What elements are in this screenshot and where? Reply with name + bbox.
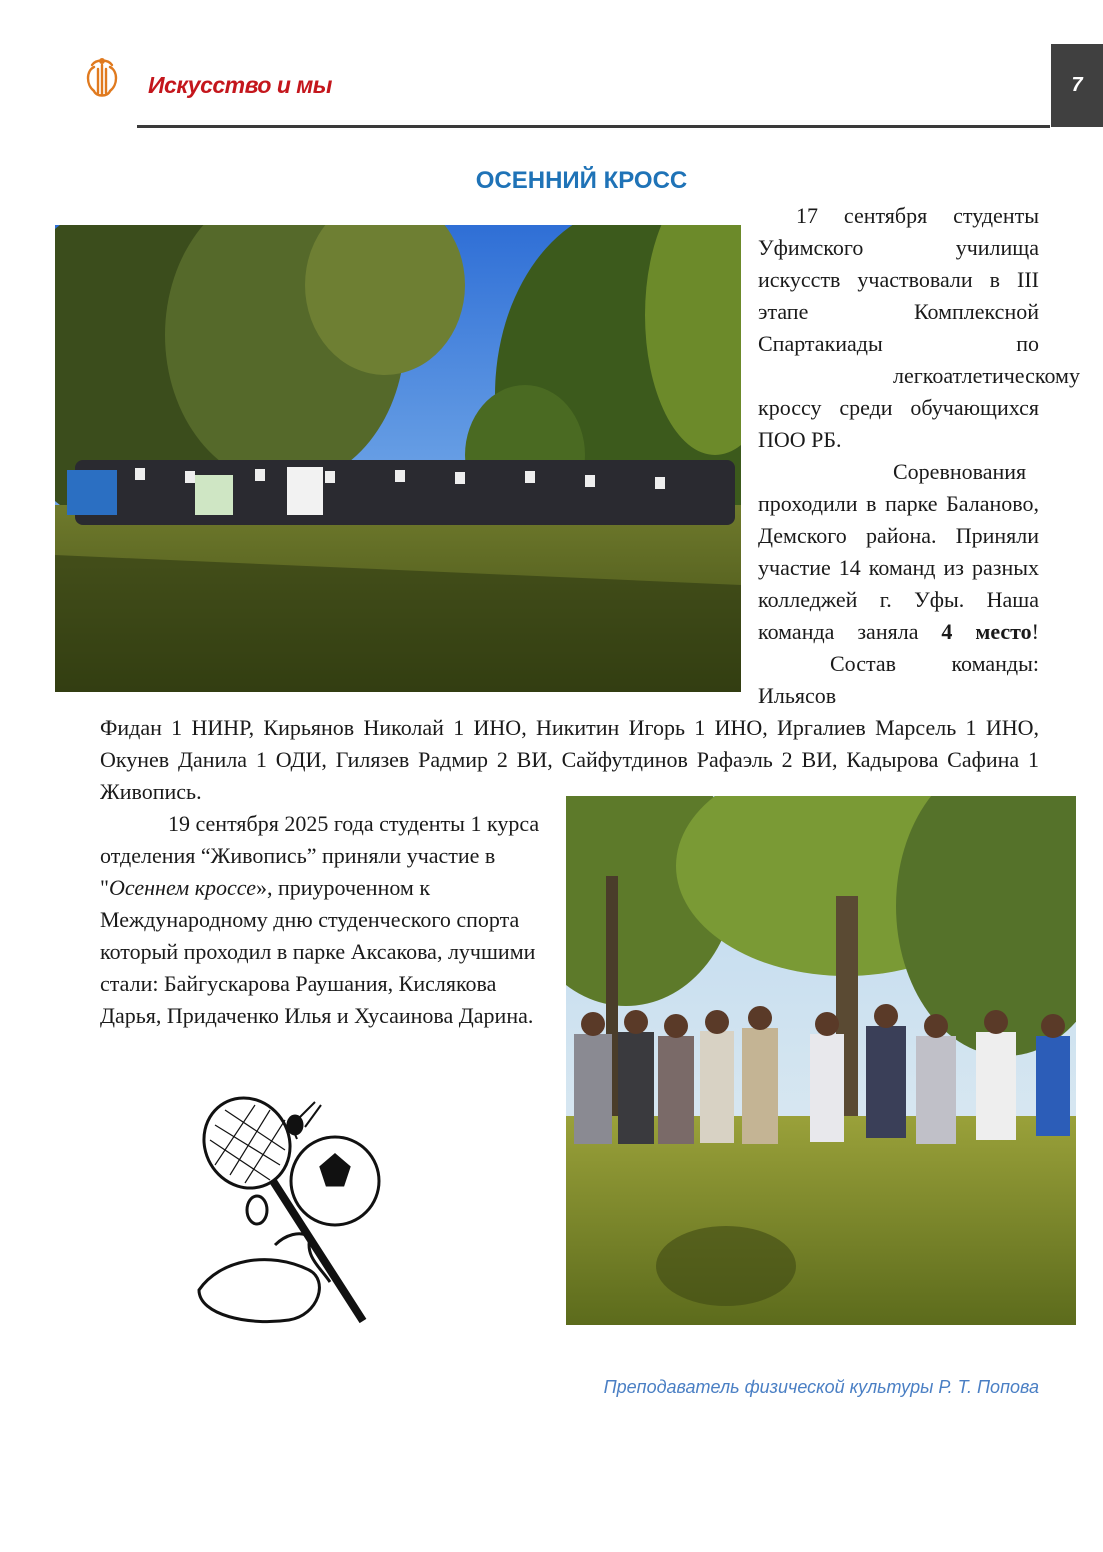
author-signature: Преподаватель физической культуры Р. Т. Попова xyxy=(603,1377,1039,1397)
article-title: ОСЕННИЙ КРОСС xyxy=(475,167,688,194)
paragraph-4 xyxy=(100,808,548,1032)
magazine-title: Искусство и мы xyxy=(148,72,332,98)
lyre-logo-icon xyxy=(82,55,122,101)
paragraph-2-text: Соревнования проходили в парке Баланово, Демского района. Приняли участие 14 команд из разных колледжей г. Уфы. Наша команда заняла xyxy=(758,459,1039,644)
paragraph-2-end: ! xyxy=(1031,619,1039,644)
team-heading: Состав команды: Ильясов xyxy=(758,651,1039,708)
place-result: 4 место xyxy=(941,619,1032,644)
paragraph-2 xyxy=(758,456,1039,648)
team-list: Фидан 1 НИНР, Кирьянов Николай 1 ИНО, Никитин Игорь 1 ИНО, Иргалиев Марсель 1 ИНО, Окунев Данила 1 ОДИ, Гилязев Радмир 2 ВИ, Сайфутдинов Рафаэль 2 ВИ, Кадырова Сафина 1 Живопись. xyxy=(100,715,1039,804)
paragraph-1b: легкоатлетическому кроссу среди обучающихся ПОО РБ. xyxy=(758,363,1080,452)
group-photo-balanovo-park xyxy=(55,225,741,692)
paragraph-4a: 19 сентября 2025 года студенты 1 курса отделения “Живопись” приняли участие в " xyxy=(100,811,540,900)
right-column-text xyxy=(758,200,1080,712)
sports-equipment-icon xyxy=(185,1095,395,1350)
paragraph-1a: 17 сентября студенты Уфимского училища искусств участвовали в III этапе Комплексной Спартакиады по xyxy=(758,203,1039,356)
group-photo-aksakov-park xyxy=(566,796,1076,1325)
event-name: Осеннем кроссе xyxy=(108,875,256,900)
page-number: 7 xyxy=(1051,44,1103,127)
header-divider xyxy=(137,125,1050,128)
paragraph-4b: », приуроченном к Международному дню студенческого спорта который проходил в парке Аксакова, лучшими стали: Байгускарова Раушания, Кислякова Дарья, Придаченко Илья и Хусаинова Дарина. xyxy=(100,875,536,1028)
